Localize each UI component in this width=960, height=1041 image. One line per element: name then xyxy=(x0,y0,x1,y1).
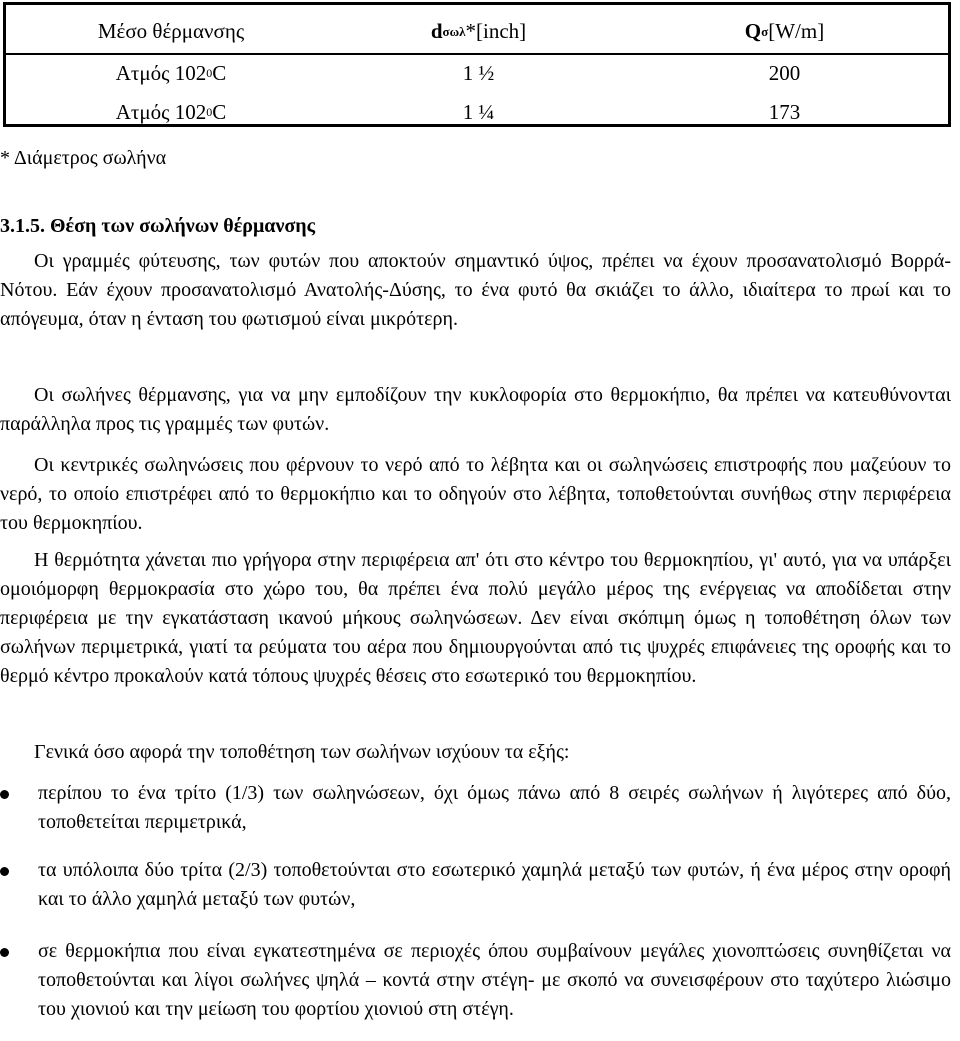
header-q-symbol: Q xyxy=(744,18,762,43)
cell-diameter: 1 ½ xyxy=(462,60,495,85)
cell-medium xyxy=(6,53,336,93)
paragraph xyxy=(0,546,951,691)
bullet-icon xyxy=(0,948,9,957)
cell-diameter: 1 ¼ xyxy=(462,99,495,124)
paragraph xyxy=(0,247,951,334)
section-heading: 3.1.5. Θέση των σωλήνων θέρμανσης xyxy=(0,215,316,237)
header-q-unit: [W/m] xyxy=(768,18,825,43)
table-row xyxy=(6,92,948,132)
header-heating-medium: Μέσο θέρμανσης xyxy=(97,18,245,43)
cell-heat-output: 173 xyxy=(768,99,801,124)
paragraph xyxy=(0,738,951,767)
paragraph xyxy=(0,381,951,439)
bullet-icon xyxy=(0,867,9,876)
header-heat-output xyxy=(621,9,948,53)
list-item xyxy=(0,856,951,914)
list-item-text: περίπου το ένα τρίτο (1/3) των σωληνώσεων, όχι όμως πάνω από 8 σειρές σωλήνων ή λιγότερες από δύο, τοποθετείται περιμετρικά, xyxy=(38,782,951,833)
cell-medium-text: Ατμός 102 xyxy=(115,60,207,85)
list-item xyxy=(0,779,951,837)
paragraph-text: Οι σωλήνες θέρμανσης, για να μην εμποδίζουν την κυκλοφορία στο θερμοκήπιο, θα πρέπει να κατευθύνονται παράλληλα προς τις γραμμές των φυτών. xyxy=(0,384,951,435)
header-diameter-unit: *[inch] xyxy=(465,18,527,43)
header-pipe-diameter xyxy=(336,9,621,53)
placement-rules-list xyxy=(0,779,951,1024)
paragraph xyxy=(0,451,951,538)
cell-medium-degree: 0 xyxy=(206,65,213,80)
cell-heat-output: 200 xyxy=(768,60,801,85)
list-item xyxy=(0,937,951,1024)
bullet-icon xyxy=(0,790,9,799)
table-header-row xyxy=(6,9,948,55)
header-diameter-subscript: σωλ xyxy=(442,23,466,39)
paragraph-text: Η θερμότητα χάνεται πιο γρήγορα στην περιφέρεια απ' ότι στο κέντρο του θερμοκηπίου, γι' αυτό, για να υπάρξει ομοιόμορφη θερμοκρασία στο χώρο του, θα πρέπει ένα πολύ μεγάλο μέρος της ενέργειας να αποδίδεται στην περιφέρεια με την εγκατάσταση ικανού μήκους σωληνώσεων. Δεν είναι σκόπιμη όμως η τοποθέτηση όλων των σωλήνων περιμετρικά, γιατί τα ρεύματα του αέρα που δημιουργούνται από τις ψυχρές επιφάνειες της οροφής και το θερμό κέντρο προκαλούν κατά τόπους ψυχρές θέσεις στο εσωτερικό του θερμοκηπίου. xyxy=(0,549,951,687)
cell-medium-degree: 0 xyxy=(206,104,213,119)
list-item-text: τα υπόλοιπα δύο τρίτα (2/3) τοποθετούνται στο εσωτερικό χαμηλά μεταξύ των φυτών, ή ένα μέρος στην οροφή και το άλλο χαμηλά μεταξύ των φυτών, xyxy=(38,859,951,910)
cell-medium xyxy=(6,92,336,132)
cell-medium-text: Ατμός 102 xyxy=(115,99,207,124)
header-diameter-symbol: d xyxy=(430,18,443,43)
paragraph-text: Γενικά όσο αφορά την τοποθέτηση των σωλήνων ισχύουν τα εξής: xyxy=(34,741,570,763)
paragraph-text: Οι κεντρικές σωληνώσεις που φέρνουν το νερό από το λέβητα και οι σωληνώσεις επιστροφής που μαζεύουν το νερό, το οποίο επιστρέφει από το θερμοκήπιο και το οδηγούν στο λέβητα, τοποθετούνται συνήθως στην περιφέρεια του θερμοκηπίου. xyxy=(0,454,951,534)
cell-medium-unit: C xyxy=(212,99,227,124)
header-q-subscript: σ xyxy=(761,23,769,39)
table-row xyxy=(6,53,948,93)
heating-pipes-table xyxy=(3,2,951,127)
cell-medium-unit: C xyxy=(212,60,227,85)
list-item-text: σε θερμοκήπια που είναι εγκατεστημένα σε περιοχές όπου συμβαίνουν μεγάλες χιονοπτώσεις συνηθίζεται να τοποθετούνται και λίγοι σωλήνες ψηλά – κοντά στην στέγη- με σκοπό να συνεισφέρουν στο ταχύτερο λιώσιμο του χιονιού και την μείωση του φορτίου χιονιού στη στέγη. xyxy=(38,940,951,1020)
table-footnote: * Διάμετρος σωλήνα xyxy=(0,147,167,169)
paragraph-text: Οι γραμμές φύτευσης, των φυτών που αποκτούν σημαντικό ύψος, πρέπει να έχουν προσανατολισμό Βορρά-Νότου. Εάν έχουν προσανατολισμό Ανατολής-Δύσης, το ένα φυτό θα σκιάζει το άλλο, ιδιαίτερα το πρωί και το απόγευμα, όταν η ένταση του φωτισμού είναι μικρότερη. xyxy=(0,250,951,330)
